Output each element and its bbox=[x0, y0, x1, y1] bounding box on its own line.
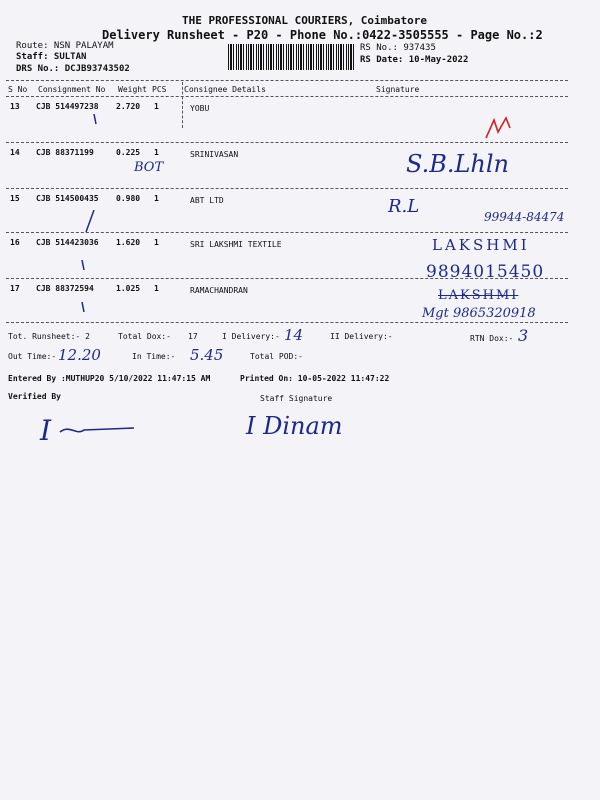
row-16-handwritten-name: LAKSHMI bbox=[432, 236, 530, 254]
row-13-weight: 2.720 bbox=[116, 102, 141, 111]
row-14-pcs: 1 bbox=[154, 148, 159, 157]
total-dox-value: 17 bbox=[188, 332, 198, 341]
barcode bbox=[228, 44, 354, 70]
staff-label: Staff: SULTAN bbox=[16, 52, 87, 62]
i-delivery-label: I Delivery:- bbox=[222, 332, 280, 341]
row-14-weight: 0.225 bbox=[116, 148, 141, 157]
col-divider bbox=[182, 82, 183, 128]
verified-signature: I bbox=[40, 414, 52, 447]
row-15-weight: 0.980 bbox=[116, 194, 141, 203]
header-rule-bottom bbox=[6, 96, 568, 97]
row-14-sno: 14 bbox=[10, 148, 20, 157]
tot-runsheet: Tot. Runsheet:- 2 bbox=[8, 332, 90, 341]
row-13-pcs: 1 bbox=[154, 102, 159, 111]
runsheet-title: Delivery Runsheet - P20 - Phone No.:0422-3505555 - Page No.:2 bbox=[102, 28, 543, 42]
col-consignee: Consignee Details bbox=[184, 85, 266, 94]
row-14-signature: S.B.Lhln bbox=[406, 150, 510, 178]
pen-stroke-mark bbox=[74, 258, 94, 274]
staff-signature-label: Staff Signature bbox=[260, 394, 333, 403]
row-rule bbox=[6, 278, 568, 279]
total-dox-label: Total Dox:- bbox=[118, 332, 171, 341]
row-17-consignee: RAMACHANDRAN bbox=[190, 286, 248, 295]
entered-by: Entered By :MUTHUP20 5/10/2022 11:47:15 AM bbox=[8, 374, 211, 383]
pen-stroke-mark bbox=[80, 208, 104, 236]
i-delivery-handwritten: 14 bbox=[284, 326, 304, 344]
row-14-consignee: SRINIVASAN bbox=[190, 150, 239, 159]
rtn-handwritten: 3 bbox=[518, 326, 529, 345]
row-16-sno: 16 bbox=[10, 238, 20, 247]
row-13-sno: 13 bbox=[10, 102, 20, 111]
row-17-consignment: CJB 88372594 bbox=[36, 284, 94, 293]
rs-number: RS No.: 937435 bbox=[360, 43, 436, 53]
red-tick-mark bbox=[480, 114, 520, 144]
row-rule bbox=[6, 322, 568, 323]
ii-delivery-label: II Delivery:- bbox=[330, 332, 393, 341]
rs-date: RS Date: 10-May-2022 bbox=[360, 55, 469, 65]
row-rule bbox=[6, 188, 568, 189]
header-rule-top bbox=[6, 80, 568, 81]
out-time-label: Out Time:- bbox=[8, 352, 57, 361]
row-17-signature: Mgt 9865320918 bbox=[422, 306, 536, 321]
row-15-signature: R.L bbox=[388, 196, 420, 217]
row-15-consignee: ABT LTD bbox=[190, 196, 224, 205]
col-sno: S No bbox=[8, 85, 28, 94]
verified-signature-stroke bbox=[58, 420, 138, 440]
route-label: Route: NSN PALAYAM bbox=[16, 41, 114, 51]
total-pod-label: Total POD:- bbox=[250, 352, 303, 361]
printed-on: Printed On: 10-05-2022 11:47:22 bbox=[240, 374, 390, 383]
row-16-consignee: SRI LAKSHMI TEXTILE bbox=[190, 240, 282, 249]
row-17-pcs: 1 bbox=[154, 284, 159, 293]
row-14-consignment: CJB 88371199 bbox=[36, 148, 94, 157]
row-16-consignment: CJB 514423036 bbox=[36, 238, 99, 247]
row-14-handwritten-note: BOT bbox=[134, 160, 164, 175]
row-15-pcs: 1 bbox=[154, 194, 159, 203]
in-time-handwritten: 5.45 bbox=[190, 346, 224, 364]
row-17-struck-name: LAKSHMI bbox=[438, 288, 519, 303]
rtn-dox-label: RTN Dox:- bbox=[470, 334, 514, 343]
row-17-weight: 1.025 bbox=[116, 284, 141, 293]
row-15-sno: 15 bbox=[10, 194, 20, 203]
company-title: THE PROFESSIONAL COURIERS, Coimbatore bbox=[182, 14, 428, 27]
in-time-label: In Time:- bbox=[132, 352, 176, 361]
verified-by-label: Verified By bbox=[8, 392, 61, 401]
row-15-phone: 99944-84474 bbox=[484, 210, 565, 224]
col-signature: Signature bbox=[376, 85, 420, 94]
out-time-handwritten: 12.20 bbox=[58, 346, 101, 364]
col-consignment: Consignment No bbox=[38, 85, 106, 94]
drs-label: DRS No.: DCJB93743502 bbox=[16, 64, 130, 74]
row-17-sno: 17 bbox=[10, 284, 20, 293]
pen-stroke-mark bbox=[84, 112, 104, 126]
row-13-consignee: YOBU bbox=[190, 104, 210, 113]
col-weight: Weight bbox=[118, 85, 147, 94]
row-13-consignment: CJB 514497238 bbox=[36, 102, 99, 111]
row-16-pcs: 1 bbox=[154, 238, 159, 247]
row-16-weight: 1.620 bbox=[116, 238, 141, 247]
pen-stroke-mark bbox=[74, 300, 94, 316]
row-16-handwritten-phone: 9894015450 bbox=[426, 262, 545, 282]
staff-signature: I Dinam bbox=[246, 412, 343, 440]
col-pcs: PCS bbox=[152, 85, 167, 94]
row-15-consignment: CJB 514500435 bbox=[36, 194, 99, 203]
